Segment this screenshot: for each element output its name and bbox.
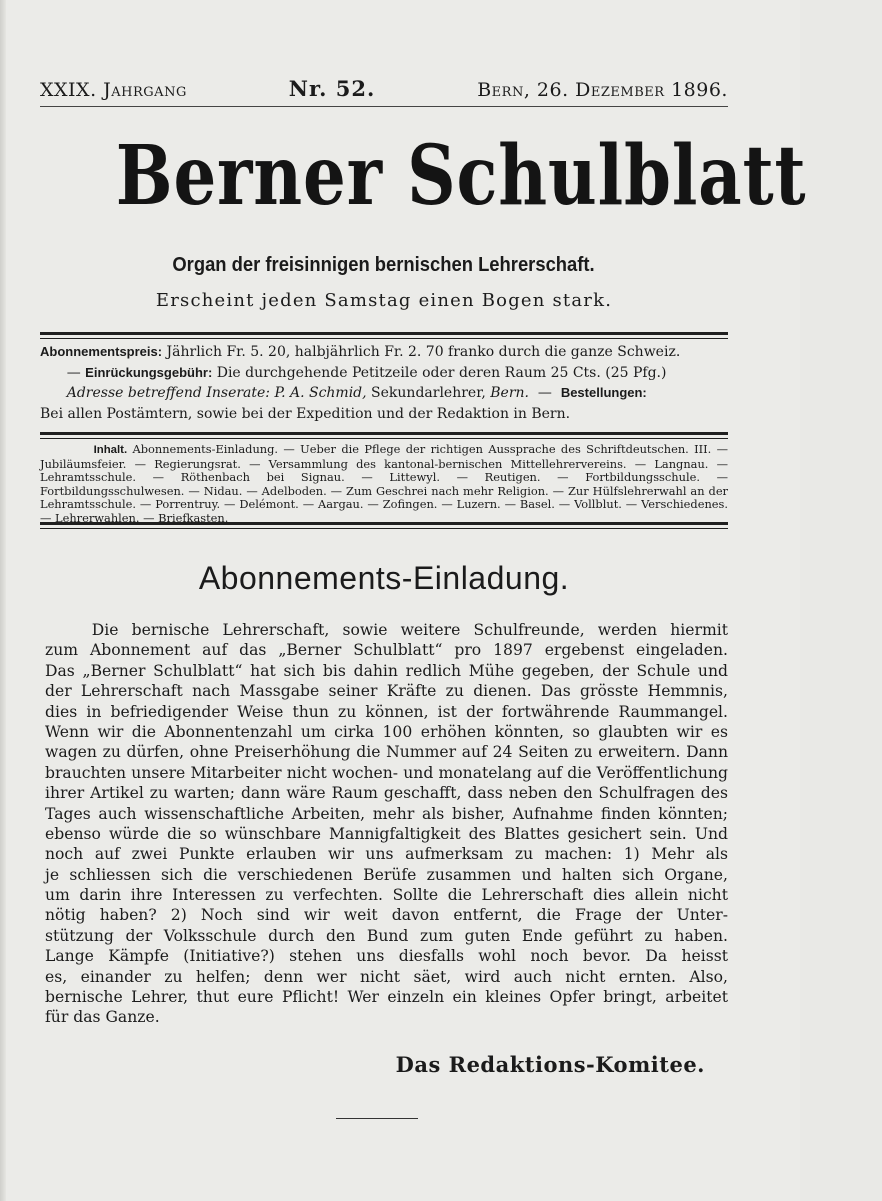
price-line xyxy=(40,342,728,363)
insert-label: Einrückungsgebühr: xyxy=(85,364,213,380)
article-line: um darin ihre Interessen zu verfechten. Sollte die Lehrerschaft dies allein nicht xyxy=(45,886,728,905)
article-line: wagen zu dürfen, ohne Preiserhöhung die Nummer auf 24 Seiten zu erweitern. Dann xyxy=(45,743,728,762)
article-signature: Das Redaktions-Komitee. xyxy=(395,1052,705,1077)
article-line: stützung der Volksschule durch den Bund zum guten Ende geführt zu haben. xyxy=(45,926,728,945)
article-line: Lange Kämpfe (Initiative?) stehen uns diesfalls wohl noch bevor. Da heisst xyxy=(45,947,728,966)
organ-subtitle xyxy=(40,254,728,277)
contents-bottom-rule xyxy=(40,522,728,529)
end-rule xyxy=(336,1118,418,1119)
page-edge-shadow xyxy=(0,0,6,1201)
volume-label: XXIX. Jahrgang xyxy=(40,79,187,101)
article-line: für das Ganze. xyxy=(45,1008,160,1027)
article-line: dies in befriedigender Weise thun zu können, ist der fortwährende Raummangel. xyxy=(45,702,728,721)
orders-label: Bestellungen: xyxy=(560,385,647,400)
article-line: Das „Berner Schulblatt“ hat sich bis dahin redlich Mühe gegeben, der Schule und xyxy=(45,661,728,680)
article-line: bernische Lehrer, thut eure Pflicht! Wer einzeln ein kleines Opfer bringt, arbeitet xyxy=(45,988,728,1007)
address-line: Adresse betreffend Inserate: P. A. Schmid, Sekundarlehrer, Bern. — Bestellungen: xyxy=(66,385,647,401)
article-line: Wenn wir die Abonnentenzahl um cirka 100 erhöhen könnten, so glaubten wir es xyxy=(45,722,728,741)
organ-subtitle-text: Organ der freisinnigen bernischen Lehrerschaft. xyxy=(172,254,596,276)
address-label: Adresse betreffend Inserate: xyxy=(66,385,271,401)
price-text: Jährlich Fr. 5. 20, halbjährlich Fr. 2. 70 franko durch die ganze Schweiz. xyxy=(166,344,681,360)
article-line: Die bernische Lehrerschaft, sowie weitere Schulfreunde, werden hiermit xyxy=(45,621,728,639)
contents-label: Inhalt. xyxy=(93,444,128,456)
article-body xyxy=(45,620,728,1028)
subscription-top-rule xyxy=(40,332,728,339)
article-line: es, einander zu helfen; denn wer nicht säet, wird auch nicht ernten. Also, xyxy=(45,967,728,986)
issue-header-line xyxy=(40,76,728,101)
subscription-info xyxy=(40,342,728,424)
insert-text: Die durchgehende Petitzeile oder deren Raum 25 Cts. (25 Pfg.) xyxy=(216,364,667,381)
issue-number: Nr. 52. xyxy=(288,76,376,101)
article-line: ihrer Artikel zu warten; dann wäre Raum geschafft, dass neben den Schulfragen des xyxy=(45,784,728,803)
article-title: Abonnements-Einladung. xyxy=(198,560,570,596)
publication-schedule: Erscheint jeden Samstag einen Bogen stark. xyxy=(155,290,613,311)
article-line: ebenso würde die so wünschbare Mannigfaltigkeit des Blattes gesichert sein. Und xyxy=(45,824,728,843)
article-line: Tages auch wissenschaftliche Arbeiten, mehr als bisher, Aufnahme finden könnten; xyxy=(45,804,728,823)
contents-text: Abonnements-Einladung. — Ueber die Pflege der richtigen Aussprache des Schriftdeutschen. III. — Jubiläumsfeier. — Regierungsrat. — Versammlung des kantonal-bernischen Mittellehrervereins. — Langnau. — Lehramtsschule. — Röthenbach bei Signau. — Littewyl. — Reutigen. — Fortbildungsschule. — Fortbildungsschulwesen. — Nidau. — Adelboden. — Zum Geschrei nach mehr Religion. — Zur Hülfslehrerwahl an der Lehramtsschule. — Porrentruy. — Delémont. — Aargau. — Zofingen. — Luzern. — Basel. — Vollblut. — Verschiedenes. — Lehrerwahlen. — Briefkasten. xyxy=(40,442,728,525)
table-of-contents xyxy=(40,443,728,526)
address-rest: Sekundarlehrer, xyxy=(371,385,486,401)
place-date: Bern, 26. Dezember 1896. xyxy=(477,79,728,101)
price-label: Abonnementspreis: xyxy=(40,344,163,359)
article-line: nötig haben? 2) Noch sind wir weit davon entfernt, die Frage der Unter- xyxy=(45,906,728,925)
article-line: noch auf zwei Punkte erlauben wir uns aufmerksam zu machen: 1) Mehr als xyxy=(45,845,728,864)
article-line: je schliessen sich die verschiedenen Berüfe zusammen und halten sich Organe, xyxy=(45,865,728,884)
insert-dash: — xyxy=(66,364,81,381)
masthead-title-text: Berner Schulblatt xyxy=(115,128,807,224)
contents-top-rule xyxy=(40,432,728,439)
article-line: brauchten unsere Mitarbeiter nicht wochen- und monatelang auf die Veröffentlichung xyxy=(45,763,728,782)
insert-line xyxy=(40,363,728,384)
masthead-title xyxy=(40,122,807,230)
orders-line: Bei allen Postämtern, sowie bei der Expedition und der Redaktion in Bern. xyxy=(40,405,571,422)
article-line: der Lehrerschaft nach Massgabe seiner Kräfte zu dienen. Das grösste Hemmnis, xyxy=(45,682,728,701)
header-rule xyxy=(40,106,728,107)
address-name: P. A. Schmid, xyxy=(274,385,367,401)
address-city: Bern. xyxy=(490,385,529,401)
article-line: zum Abonnement auf das „Berner Schulblatt“ pro 1897 ergebenst eingeladen. xyxy=(45,641,728,660)
